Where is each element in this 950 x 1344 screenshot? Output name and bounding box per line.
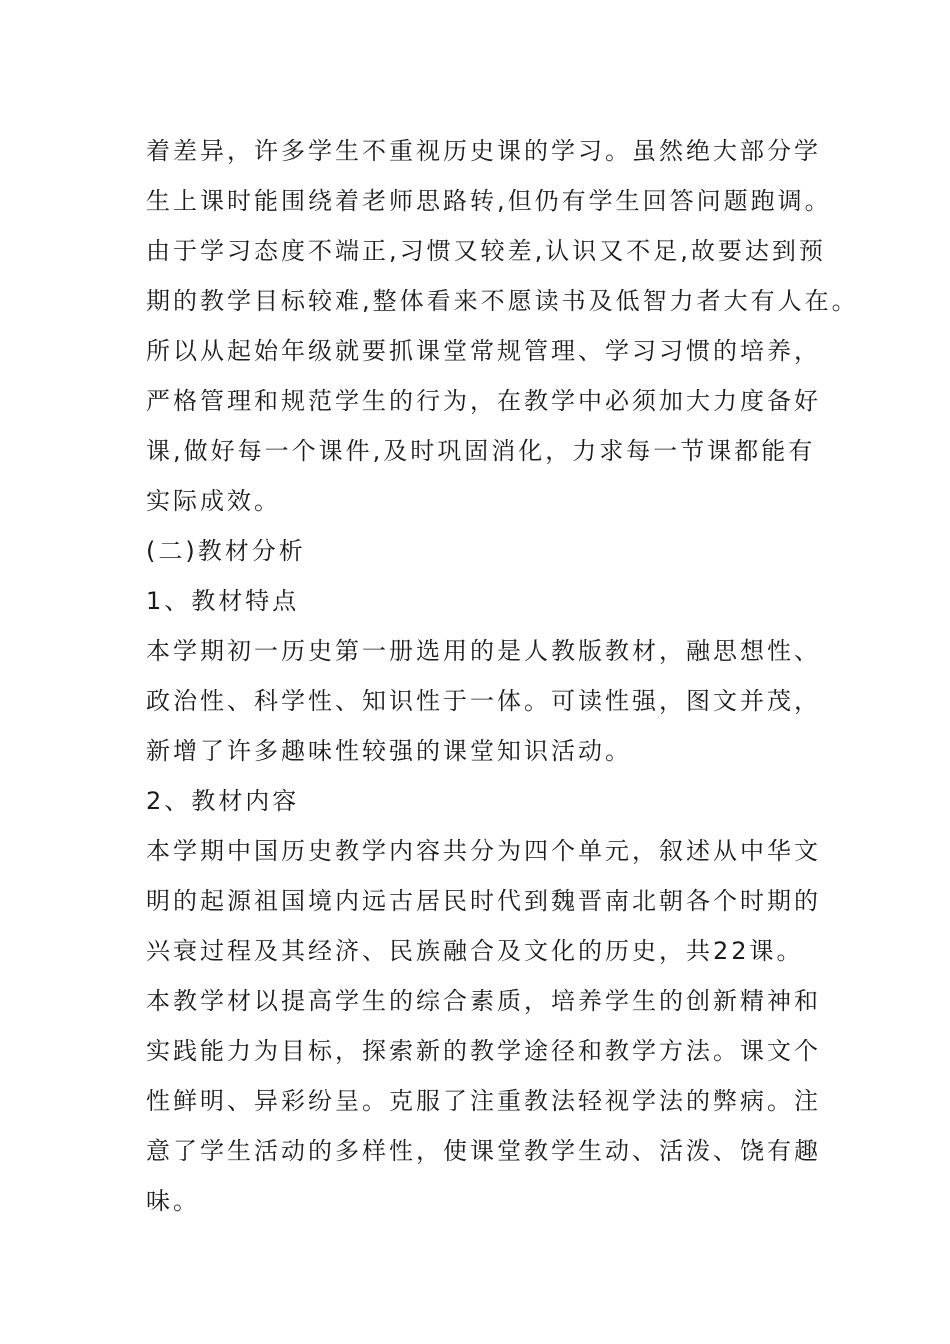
text-line: 本学期初一历史第一册选用的是人教版教材，融思想性、: [146, 637, 821, 665]
text-line: 所以从起始年级就要抓课堂常规管理、学习习惯的培养，: [146, 337, 821, 365]
text-line: 新增了许多趣味性较强的课堂知识活动。: [146, 737, 632, 765]
text-line: 兴衰过程及其经济、民族融合及文化的历史，共22课。: [146, 937, 804, 965]
subsection-heading: 2、教材内容: [146, 787, 300, 815]
text-line: 本教学材以提高学生的综合素质，培养学生的创新精神和: [146, 987, 821, 1015]
text-line: 由于学习态度不端正,习惯又较差,认识又不足,故要达到预: [146, 237, 826, 265]
text-line: 明的起源祖国境内远古居民时代到魏晋南北朝各个时期的: [146, 887, 821, 915]
text-line: 生上课时能围绕着老师思路转,但仍有学生回答问题跑调。: [146, 187, 832, 215]
text-line: 严格管理和规范学生的行为，在教学中必须加大力度备好: [146, 387, 821, 415]
text-line: 意了学生活动的多样性，使课堂教学生动、活泼、饶有趣: [146, 1137, 821, 1165]
text-line: 着差异，许多学生不重视历史课的学习。虽然绝大部分学: [146, 137, 821, 165]
text-line: 本学期中国历史教学内容共分为四个单元，叙述从中华文: [146, 837, 821, 865]
text-line: 期的教学目标较难,整体看来不愿读书及低智力者大有人在。: [146, 287, 859, 315]
text-line: 实际成效。: [146, 487, 281, 515]
text-line: 味。: [146, 1187, 200, 1215]
text-line: 实践能力为目标，探索新的教学途径和教学方法。课文个: [146, 1037, 821, 1065]
section-heading: (二)教材分析: [146, 537, 306, 565]
subsection-heading: 1、教材特点: [146, 587, 300, 615]
text-line: 政治性、科学性、知识性于一体。可读性强，图文并茂，: [146, 687, 821, 715]
text-line: 性鲜明、异彩纷呈。克服了注重教法轻视学法的弊病。注: [146, 1087, 821, 1115]
text-line: 课,做好每一个课件,及时巩固消化，力求每一节课都能有: [146, 437, 816, 465]
